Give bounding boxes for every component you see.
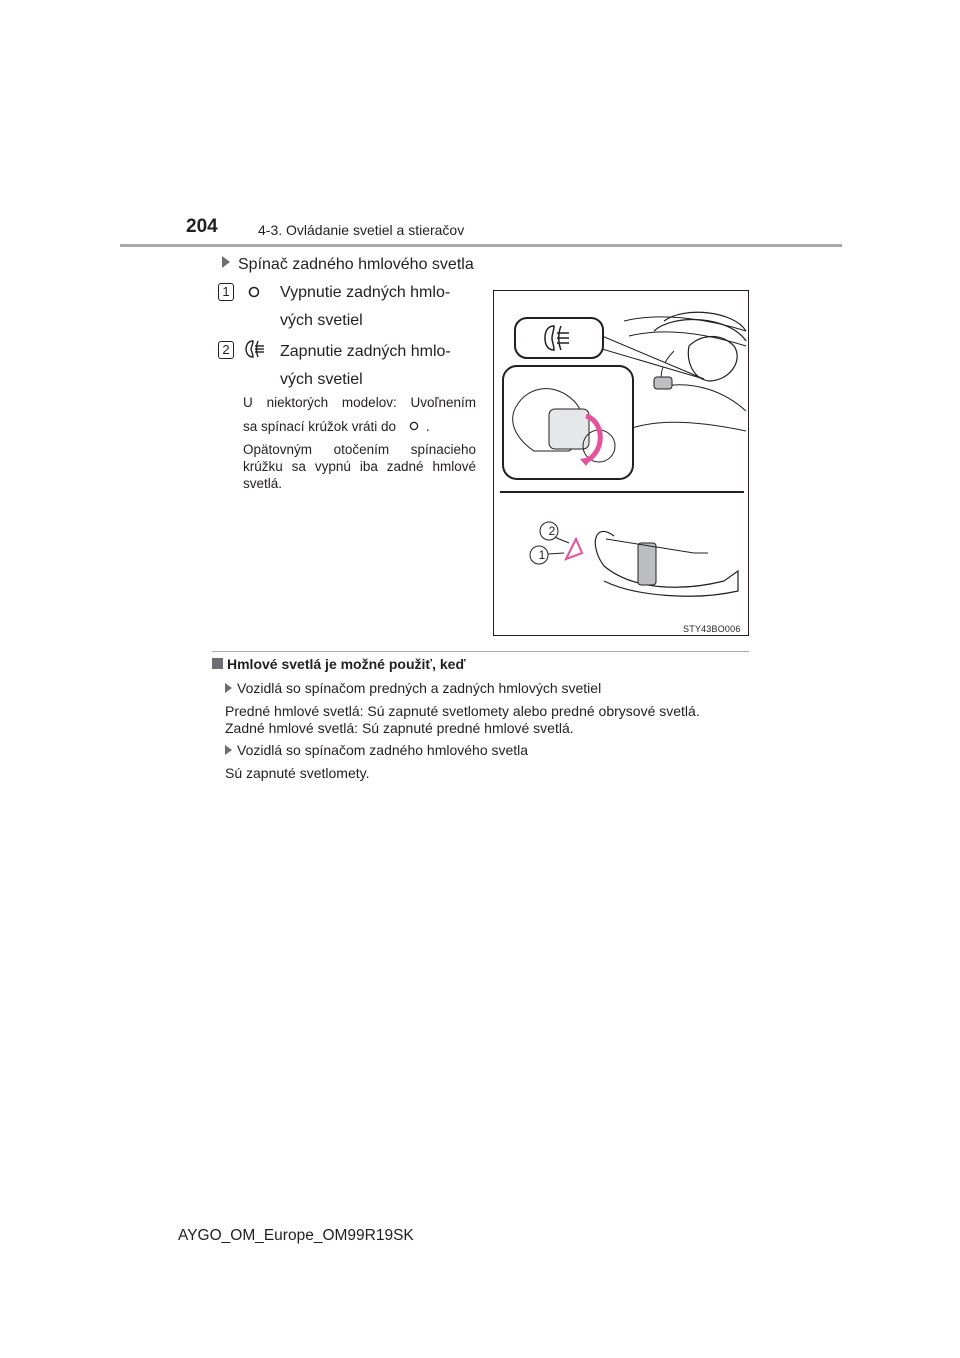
note-turn-again: Opätovným otočením spínacieho krúžku sa vypnú iba zadné hmlové svetlá. bbox=[243, 442, 476, 491]
rear-fog-light-icon bbox=[244, 339, 266, 359]
item-1-line1: Vypnutie zadných hmlo- bbox=[280, 284, 451, 301]
off-circle-icon bbox=[400, 420, 426, 432]
section-rule bbox=[212, 651, 749, 652]
triangle-bullet-icon bbox=[222, 256, 230, 268]
figure-code: STY43BO006 bbox=[683, 624, 741, 634]
page-number: 204 bbox=[186, 216, 218, 237]
conditions-para-1-line1: Predné hmlové svetlá: Sú zapnuté svetlomety alebo predné obrysové svetlá. bbox=[225, 703, 700, 719]
conditions-sub-2-text: Vozidlá so spínačom zadného hmlového svetla bbox=[237, 742, 529, 758]
conditions-para-1 bbox=[225, 703, 700, 737]
conditions-para-1-line2: Zadné hmlové svetlá: Sú zapnuté predné hmlové svetlá. bbox=[225, 720, 574, 736]
triangle-bullet-icon bbox=[225, 683, 232, 693]
item-2-text bbox=[280, 338, 476, 394]
conditions-sub-1 bbox=[225, 680, 601, 696]
switch-heading bbox=[222, 256, 474, 274]
note-release-line1: U niektorých modelov: Uvoľnením bbox=[243, 395, 476, 410]
off-circle-icon bbox=[247, 285, 261, 299]
conditions-sub-1-text: Vozidlá so spínačom predných a zadných hmlových svetiel bbox=[237, 680, 602, 696]
item-number-2: 2 bbox=[218, 341, 234, 359]
note-release-line2 bbox=[243, 418, 476, 435]
conditions-para-2: Sú zapnuté svetlomety. bbox=[225, 765, 370, 781]
item-1-line2: vých svetiel bbox=[280, 312, 363, 329]
note-release bbox=[243, 394, 476, 435]
header-rule bbox=[120, 244, 842, 247]
callout-1: 1 bbox=[538, 548, 546, 562]
lever-illustration bbox=[494, 291, 748, 635]
item-1-text bbox=[280, 279, 476, 335]
item-number-1: 1 bbox=[218, 283, 234, 301]
triangle-bullet-icon bbox=[225, 745, 232, 755]
item-2-line2: vých svetiel bbox=[280, 371, 363, 388]
square-bullet-icon bbox=[212, 658, 223, 669]
item-2-line1: Zapnutie zadných hmlo- bbox=[280, 343, 451, 360]
note-release-text: sa spínací krúžok vráti do bbox=[243, 419, 397, 434]
figure-divider bbox=[500, 491, 744, 493]
conditions-heading bbox=[212, 656, 466, 672]
footer-doc-code: AYGO_OM_Europe_OM99R19SK bbox=[178, 1227, 414, 1244]
conditions-sub-2 bbox=[225, 742, 528, 758]
switch-heading-text: Spínač zadného hmlového svetla bbox=[238, 256, 474, 273]
conditions-heading-text: Hmlové svetlá je možné použiť, keď bbox=[227, 656, 466, 672]
section-title: 4-3. Ovládanie svetiel a stieračov bbox=[258, 222, 465, 238]
note-release-period: . bbox=[425, 419, 430, 434]
callout-2: 2 bbox=[548, 524, 556, 538]
